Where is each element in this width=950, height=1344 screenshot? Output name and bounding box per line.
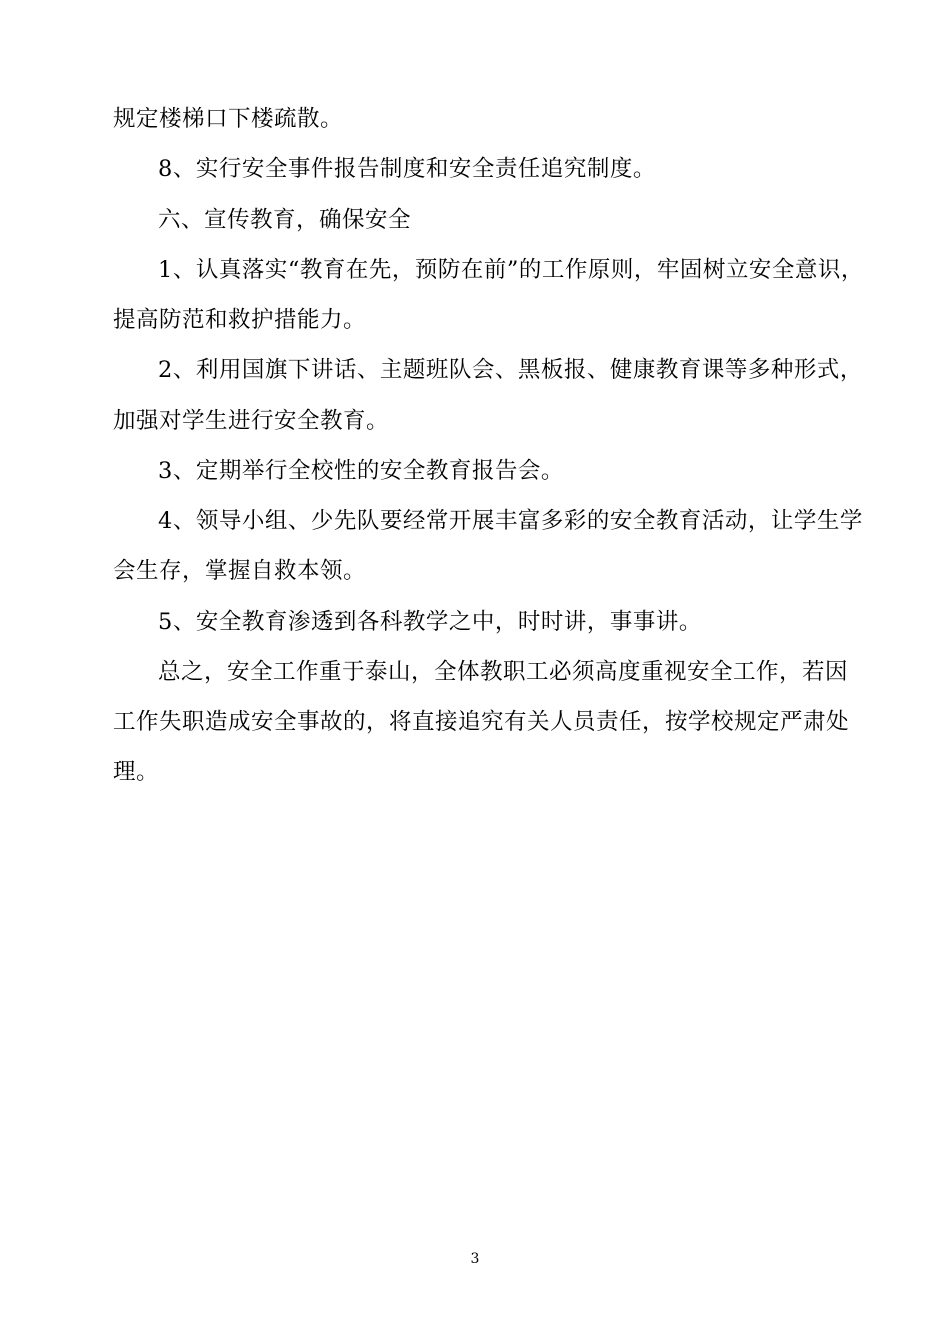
paragraph-line: 3、定期举行全校性的安全教育报告会。 <box>158 458 564 484</box>
paragraph-line: 4、领导小组、少先队要经常开展丰富多彩的安全教育活动，让学生学 <box>158 508 863 534</box>
paragraph-line: 2、利用国旗下讲话、主题班队会、黑板报、健康教育课等多种形式， <box>158 357 863 383</box>
paragraph-line: 提高防范和救护措能力。 <box>113 307 367 333</box>
paragraph-line: 理。 <box>113 759 160 785</box>
paragraph-line: 8、实行安全事件报告制度和安全责任追究制度。 <box>158 156 656 182</box>
page-number: 3 <box>470 1251 480 1267</box>
paragraph-line: 5、安全教育渗透到各科教学之中，时时讲，事事讲。 <box>158 609 702 635</box>
section-heading: 六、宣传教育，确保安全 <box>158 207 412 233</box>
paragraph-line: 工作失职造成安全事故的，将直接追究有关人员责任，按学校规定严肃处 <box>113 709 850 735</box>
paragraph-line: 加强对学生进行安全教育。 <box>113 408 390 434</box>
paragraph-line: 总之，安全工作重于泰山，全体教职工必须高度重视安全工作，若因 <box>158 659 849 685</box>
paragraph-line: 1、认真落实“教育在先，预防在前”的工作原则，牢固树立安全意识， <box>158 257 864 283</box>
paragraph-line: 规定楼梯口下楼疏散。 <box>113 106 344 132</box>
paragraph-line: 会生存，掌握自救本领。 <box>113 558 367 584</box>
